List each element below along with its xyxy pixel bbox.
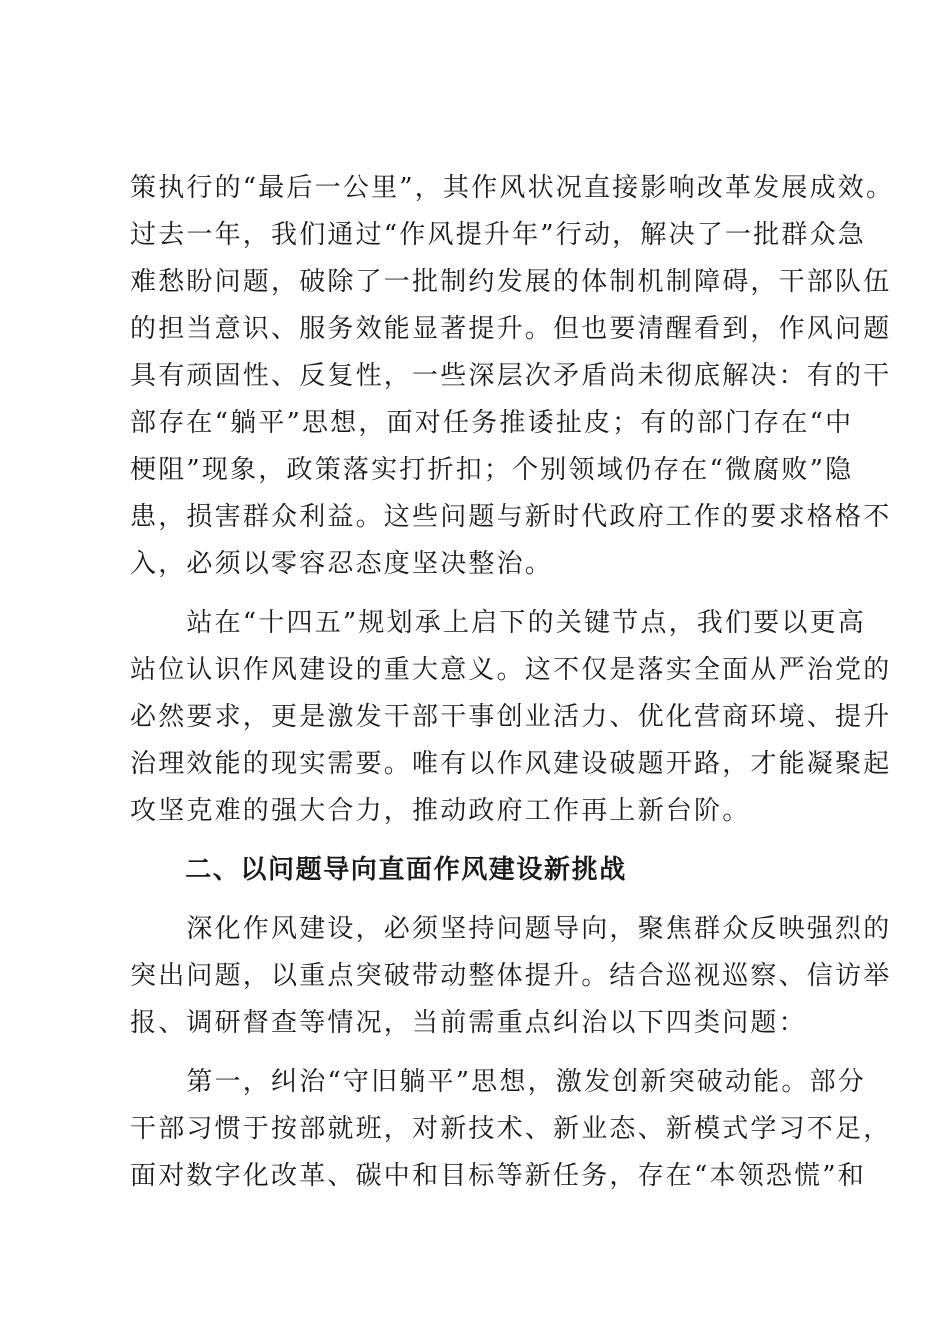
text-line: 患，损害群众利益。这些问题与新时代政府工作的要求格格不: [130, 502, 892, 532]
text-line: 第一，纠治“守旧躺平”思想，激发创新突破动能。部分: [130, 1067, 866, 1097]
body-text: [130, 165, 895, 1200]
text-line: 入，必须以零容忍态度坚决整治。: [130, 549, 554, 579]
text-line: 深化作风建设，必须坚持问题导向，聚焦群众反映强烈的: [130, 914, 892, 944]
section-heading: 二、以问题导向直面作风建设新挑战: [130, 855, 627, 885]
text-line: 站在“十四五”规划承上启下的关键节点，我们要以更高: [130, 608, 866, 638]
text-line: 部存在“躺平”思想，面对任务推诿扯皮；有的部门存在“中: [130, 408, 854, 438]
text-line: 具有顽固性、反复性，一些深层次矛盾尚未彻底解决：有的干: [130, 361, 892, 391]
text-line: 报、调研督查等情况，当前需重点纠治以下四类问题：: [130, 1008, 807, 1038]
text-line: 治理效能的现实需要。唯有以作风建设破题开路，才能凝聚起: [130, 749, 892, 779]
text-line: 过去一年，我们通过“作风提升年”行动，解决了一批群众急: [130, 220, 866, 250]
text-line: 梗阻”现象，政策落实打折扣；个别领域仍存在“微腐败”隐: [130, 455, 854, 485]
text-line: 突出问题，以重点突破带动整体提升。结合巡视巡察、信访举: [130, 961, 892, 991]
text-line: 攻坚克难的强大合力，推动政府工作再上新台阶。: [130, 796, 751, 826]
text-line: 必然要求，更是激发干部干事创业活力、优化营商环境、提升: [130, 702, 892, 732]
text-line: 面对数字化改革、碳中和目标等新任务，存在“本领恐慌”和: [130, 1161, 866, 1191]
text-line: 站位认识作风建设的重大意义。这不仅是落实全面从严治党的: [130, 655, 892, 685]
text-line: 策执行的“最后一公里”，其作风状况直接影响改革发展成效。: [130, 173, 895, 203]
text-line: 的担当意识、服务效能显著提升。但也要清醒看到，作风问题: [130, 314, 892, 344]
text-line: 干部习惯于按部就班，对新技术、新业态、新模式学习不足，: [130, 1114, 892, 1144]
text-line: 难愁盼问题，破除了一批制约发展的体制机制障碍，干部队伍: [130, 267, 892, 297]
